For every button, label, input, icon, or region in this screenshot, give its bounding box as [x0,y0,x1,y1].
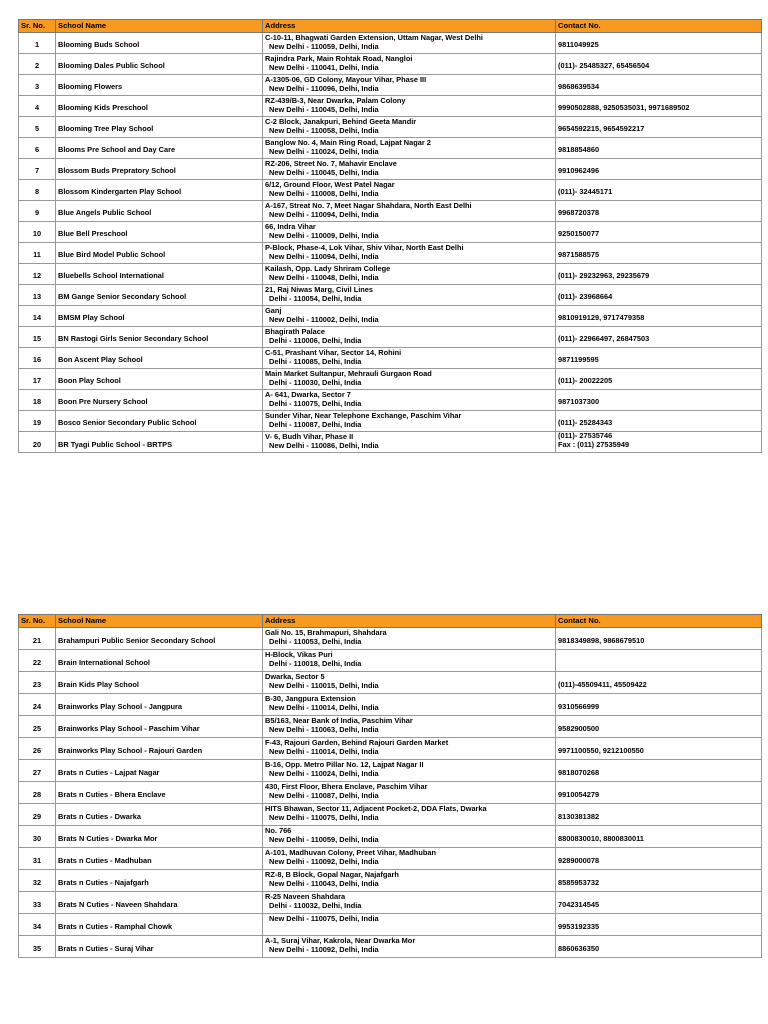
address-cell [263,201,556,222]
address-line-2: New Delhi - 110014, Delhi, India [269,747,379,756]
header-sr-no: Sr. No. [19,615,56,628]
table-body-1 [19,33,762,453]
table-row [19,672,762,694]
sr-no-cell: 24 [19,694,56,716]
address-line-1: Dwarka, Sector 5 [265,673,325,681]
table-row [19,222,762,243]
address-line-2: New Delhi - 110087, Delhi, India [269,791,379,800]
contact-cell [556,870,762,892]
sr-no-cell: 33 [19,892,56,914]
school-name-cell: Brats n Cuties - Suraj Vihar [56,936,263,958]
contact-cell [556,285,762,306]
table-row [19,33,762,54]
address-line-1: Kailash, Opp. Lady Shriram College [265,265,391,273]
table-row [19,914,762,936]
address-cell [263,432,556,453]
address-line-2: New Delhi - 110092, Delhi, India [269,857,379,866]
address-line-2: Delhi - 110085, Delhi, India [269,357,362,366]
contact-number: 9818070268 [558,768,600,778]
sr-no-cell: 9 [19,201,56,222]
contact-fax: Fax : (011) 27535949 [558,439,630,449]
header-contact: Contact No. [556,20,762,33]
address-line-2: New Delhi - 110058, Delhi, India [269,126,379,135]
contact-cell [556,306,762,327]
address-cell [263,936,556,958]
contact-cell [556,33,762,54]
table-row [19,804,762,826]
address-cell [263,117,556,138]
table-row [19,760,762,782]
table-row [19,782,762,804]
sr-no-cell: 15 [19,327,56,348]
address-line-1: V- 6, Budh Vihar, Phase II [265,433,354,441]
address-line-1: P-Block, Phase-4, Lok Vihar, Shiv Vihar, North East Delhi [265,244,464,252]
school-name-cell: Bosco Senior Secondary Public School [56,411,263,432]
sr-no-cell: 32 [19,870,56,892]
table-row [19,327,762,348]
sr-no-cell: 29 [19,804,56,826]
address-line-1: B-30, Jangpura Extension [265,695,356,703]
contact-number: 9818854860 [558,145,600,155]
sr-no-cell: 20 [19,432,56,453]
address-line-2: New Delhi - 110063, Delhi, India [269,725,379,734]
sr-no-cell: 31 [19,848,56,870]
address-line-1: HITS Bhawan, Sector 11, Adjacent Pocket-2, DDA Flats, Dwarka [265,805,487,813]
contact-number: (011)-45509411, 45509422 [558,680,647,690]
school-name-cell: Blossom Buds Prepratory School [56,159,263,180]
address-line-2: New Delhi - 110045, Delhi, India [269,168,379,177]
school-name-cell: BR Tyagi Public School - BRTPS [56,432,263,453]
contact-number: 9990502888, 9250535031, 9971689502 [558,103,690,113]
address-line-1: Main Market Sultanpur, Mehrauli Gurgaon Road [265,370,432,378]
header-contact: Contact No. [556,615,762,628]
contact-cell [556,159,762,180]
contact-number: 9250150077 [558,229,600,239]
school-name-cell: Blue Angels Public School [56,201,263,222]
table-row [19,117,762,138]
address-line-1: H-Block, Vikas Puri [265,651,333,659]
school-name-cell: Brats n Cuties - Najafgarh [56,870,263,892]
address-line-2: New Delhi - 110092, Delhi, India [269,945,379,954]
sr-no-cell: 5 [19,117,56,138]
table-row [19,306,762,327]
address-line-1: C-51, Prashant Vihar, Sector 14, Rohini [265,349,402,357]
contact-number: (011)- 25485327, 65456504 [558,61,650,71]
contact-number: 9910054279 [558,790,600,800]
address-line-2: New Delhi - 110094, Delhi, India [269,252,379,261]
address-line-2: New Delhi - 110002, Delhi, India [269,315,379,324]
address-cell [263,243,556,264]
contact-number: 9582900500 [558,724,600,734]
school-name-cell: Blooms Pre School and Day Care [56,138,263,159]
table-row [19,870,762,892]
contact-number: (011)- 32445171 [558,187,613,197]
sr-no-cell: 11 [19,243,56,264]
table-row [19,650,762,672]
sr-no-cell: 27 [19,760,56,782]
address-line-2: New Delhi - 110059, Delhi, India [269,835,379,844]
school-name-cell: Brats n Cuties - Lajpat Nagar [56,760,263,782]
sr-no-cell: 10 [19,222,56,243]
contact-cell [556,738,762,760]
contact-number: (011)- 29232963, 29235679 [558,271,650,281]
address-line-1: F-43, Rajouri Garden, Behind Rajouri Garden Market [265,739,449,747]
contact-cell [556,826,762,848]
address-line-1: A-1, Suraj Vihar, Kakrola, Near Dwarka Mor [265,937,416,945]
school-name-cell: BN Rastogi Girls Senior Secondary School [56,327,263,348]
contact-cell [556,348,762,369]
address-cell [263,138,556,159]
school-name-cell: Brats n Cuties - Bhera Enclave [56,782,263,804]
table-row [19,716,762,738]
address-line-2: Delhi - 110054, Delhi, India [269,294,362,303]
school-name-cell: Boon Pre Nursery School [56,390,263,411]
header-school-name: School Name [56,20,263,33]
contact-number: 9953192335 [558,922,600,932]
address-cell [263,760,556,782]
table-body-2 [19,628,762,958]
sr-no-cell: 8 [19,180,56,201]
table-header-row [19,615,762,628]
sr-no-cell: 19 [19,411,56,432]
address-line-2: Delhi - 110030, Delhi, India [269,378,362,387]
address-line-2: Delhi - 110075, Delhi, India [269,399,362,408]
school-name-cell: Bluebells School International [56,264,263,285]
school-name-cell: Blue Bird Model Public School [56,243,263,264]
sr-no-cell: 23 [19,672,56,694]
sr-no-cell: 6 [19,138,56,159]
sr-no-cell: 22 [19,650,56,672]
address-cell [263,914,556,936]
table-row [19,694,762,716]
table-row [19,628,762,650]
address-cell [263,782,556,804]
sr-no-cell: 16 [19,348,56,369]
contact-number: (011)- 23968664 [558,292,613,302]
contact-number: 9968720378 [558,208,600,218]
table-row [19,243,762,264]
table-row [19,201,762,222]
sr-no-cell: 1 [19,33,56,54]
address-cell [263,826,556,848]
address-line-1: 430, First Floor, Bhera Enclave, Paschim Vihar [265,783,428,791]
table-row [19,848,762,870]
school-name-cell: Brats N Cuties - Dwarka Mor [56,826,263,848]
address-line-2: New Delhi - 110096, Delhi, India [269,84,379,93]
contact-number: (011)- 25284343 [558,418,613,428]
table-row [19,159,762,180]
school-name-cell: Brats n Cuties - Madhuban [56,848,263,870]
address-line-2: Delhi - 110006, Delhi, India [269,336,362,345]
address-cell [263,33,556,54]
contact-cell [556,390,762,411]
address-cell [263,672,556,694]
contact-cell [556,96,762,117]
table-row [19,285,762,306]
school-name-cell: Brats n Cuties - Ramphal Chowk [56,914,263,936]
address-cell [263,650,556,672]
address-cell [263,870,556,892]
table-row [19,369,762,390]
contact-cell [556,650,762,672]
contact-cell [556,138,762,159]
table-row [19,54,762,75]
address-cell [263,369,556,390]
school-name-cell: Blossom Kindergarten Play School [56,180,263,201]
header-address: Address [263,615,556,628]
contact-cell [556,222,762,243]
address-cell [263,848,556,870]
contact-number: 9871037300 [558,397,600,407]
sr-no-cell: 34 [19,914,56,936]
address-cell [263,411,556,432]
address-line-1: A- 641, Dwarka, Sector 7 [265,391,351,399]
school-name-cell: Brainworks Play School - Jangpura [56,694,263,716]
contact-cell [556,848,762,870]
table-row [19,75,762,96]
contact-number: 8585953732 [558,878,600,888]
table-row [19,826,762,848]
sr-no-cell: 21 [19,628,56,650]
header-address: Address [263,20,556,33]
contact-number: (011)- 22966497, 26847503 [558,334,650,344]
school-name-cell: Blooming Kids Preschool [56,96,263,117]
contact-cell [556,117,762,138]
school-name-cell: BMSM Play School [56,306,263,327]
address-cell [263,327,556,348]
address-line-1: 6/12, Ground Floor, West Patel Nagar [265,181,395,189]
table-row [19,738,762,760]
contact-cell [556,243,762,264]
address-line-1: C-2 Block, Janakpuri, Behind Geeta Mandir [265,118,417,126]
address-cell [263,285,556,306]
address-line-1: A-167, Streat No. 7, Meet Nagar Shahdara, North East Delhi [265,202,472,210]
contact-number: 9289000078 [558,856,600,866]
address-cell [263,180,556,201]
table-row [19,180,762,201]
school-name-cell: Blooming Dales Public School [56,54,263,75]
address-line-2: New Delhi - 110024, Delhi, India [269,769,379,778]
address-line-2: New Delhi - 110014, Delhi, India [269,703,379,712]
address-line-1: Rajindra Park, Main Rohtak Road, Nangloi [265,55,413,63]
contact-number: 8800830010, 8800830011 [558,834,644,844]
sr-no-cell: 28 [19,782,56,804]
address-line-2: New Delhi - 110086, Delhi, India [269,441,379,450]
address-cell [263,694,556,716]
address-line-2: New Delhi - 110015, Delhi, India [269,681,379,690]
contact-number: 8860636350 [558,944,600,954]
school-name-cell: Blue Bell Preschool [56,222,263,243]
contact-cell [556,694,762,716]
sr-no-cell: 4 [19,96,56,117]
address-cell [263,159,556,180]
school-name-cell: Brahampuri Public Senior Secondary School [56,628,263,650]
sr-no-cell: 13 [19,285,56,306]
address-line-1: A-1305-06, GD Colony, Mayour Vihar, Phase III [265,76,427,84]
contact-cell [556,760,762,782]
table-row [19,432,762,453]
address-cell [263,716,556,738]
address-cell [263,75,556,96]
address-cell [263,738,556,760]
sr-no-cell: 3 [19,75,56,96]
contact-cell [556,264,762,285]
sr-no-cell: 2 [19,54,56,75]
sr-no-cell: 17 [19,369,56,390]
header-school-name: School Name [56,615,263,628]
sr-no-cell: 25 [19,716,56,738]
address-line-2: New Delhi - 110024, Delhi, India [269,147,379,156]
address-line-1: No. 766 [265,827,292,835]
address-line-1: C-10-11, Bhagwati Garden Extension, Uttam Nagar, West Delhi [265,34,483,42]
sr-no-cell: 26 [19,738,56,760]
contact-cell [556,54,762,75]
address-line-2: New Delhi - 110043, Delhi, India [269,879,379,888]
contact-cell [556,716,762,738]
contact-number: 9871199595 [558,355,599,365]
table-row [19,264,762,285]
school-name-cell: Brats N Cuties - Naveen Shahdara [56,892,263,914]
school-name-cell: Brainworks Play School - Rajouri Garden [56,738,263,760]
contact-number: (011)- 20022205 [558,376,613,386]
contact-number: 9910962496 [558,166,600,176]
address-line-2: New Delhi - 110041, Delhi, India [269,63,379,72]
table-row [19,892,762,914]
contact-cell [556,327,762,348]
address-line-2: Delhi - 110032, Delhi, India [269,901,362,910]
address-cell [263,306,556,327]
address-line-2: New Delhi - 110075, Delhi, India [269,813,379,822]
table-row [19,348,762,369]
address-line-1: RZ-206, Street No. 7, Mahavir Enclave [265,160,397,168]
address-line-2: New Delhi - 110045, Delhi, India [269,105,379,114]
address-cell [263,54,556,75]
contact-number: 9971100550, 9212100550 [558,746,644,756]
contact-cell [556,75,762,96]
address-line-2: Delhi - 110087, Delhi, India [269,420,362,429]
table-row [19,138,762,159]
contact-number: 9811049925 [558,40,599,50]
address-line-2: New Delhi - 110075, Delhi, India [269,915,379,923]
table-row [19,390,762,411]
address-line-2: New Delhi - 110009, Delhi, India [269,231,379,240]
contact-number: 7042314545 [558,900,600,910]
address-line-2: New Delhi - 110094, Delhi, India [269,210,379,219]
address-line-1: B5/163, Near Bank of India, Paschim Vihar [265,717,413,725]
contact-cell [556,180,762,201]
address-line-1: Bhagirath Palace [265,328,325,336]
contact-cell [556,804,762,826]
address-line-2: New Delhi - 110008, Delhi, India [269,189,379,198]
school-name-cell: Boon Play School [56,369,263,390]
contact-cell [556,201,762,222]
sr-no-cell: 30 [19,826,56,848]
address-line-1: RZ-8, B Block, Gopal Nagar, Najafgarh [265,871,399,879]
address-line-1: Banglow No. 4, Main Ring Road, Lajpat Nagar 2 [265,139,431,147]
table-row [19,936,762,958]
table-row [19,96,762,117]
address-cell [263,390,556,411]
address-line-1: RZ-439/B-3, Near Dwarka, Palam Colony [265,97,406,105]
address-cell [263,804,556,826]
school-name-cell: Brain International School [56,650,263,672]
sr-no-cell: 35 [19,936,56,958]
address-cell [263,222,556,243]
contact-cell [556,411,762,432]
school-name-cell: BM Gange Senior Secondary School [56,285,263,306]
school-table-2 [18,614,762,958]
address-line-2: Delhi - 110053, Delhi, India [269,637,362,646]
contact-cell [556,914,762,936]
header-sr-no: Sr. No. [19,20,56,33]
sr-no-cell: 12 [19,264,56,285]
school-name-cell: Brainworks Play School - Paschim Vihar [56,716,263,738]
address-line-2: Delhi - 110018, Delhi, India [269,659,362,668]
address-line-1: A-101, Madhuvan Colony, Preet Vihar, Madhuban [265,849,436,857]
contact-number: 9868639534 [558,82,600,92]
address-line-1: 21, Raj Niwas Marg, Civil Lines [265,286,374,294]
address-line-1: R-25 Naveen Shahdara [265,893,346,901]
contact-number: 9871588575 [558,250,600,260]
address-line-2: New Delhi - 110048, Delhi, India [269,273,379,282]
address-cell [263,264,556,285]
contact-cell [556,892,762,914]
address-cell [263,348,556,369]
sr-no-cell: 7 [19,159,56,180]
contact-number: 9310566999 [558,702,600,712]
contact-number: 9654592215, 9654592217 [558,124,645,134]
school-name-cell: Brain Kids Play School [56,672,263,694]
address-line-1: 66, Indra Vihar [265,223,316,231]
contact-number: 9810919129, 9717479358 [558,313,645,323]
address-line-1: Gali No. 15, Brahmapuri, Shahdara [265,629,387,637]
contact-cell [556,432,762,453]
contact-cell [556,936,762,958]
contact-number: (011)- 27535746 [558,431,613,440]
contact-number: 8130381382 [558,812,600,822]
school-name-cell: Blooming Tree Play School [56,117,263,138]
sr-no-cell: 14 [19,306,56,327]
school-name-cell: Blooming Flowers [56,75,263,96]
school-name-cell: Brats n Cuties - Dwarka [56,804,263,826]
address-cell [263,96,556,117]
table-row [19,411,762,432]
school-name-cell: Blooming Buds School [56,33,263,54]
school-table-1 [18,19,762,453]
table-header-row [19,20,762,33]
contact-cell [556,782,762,804]
contact-number: 9818349898, 9868679510 [558,636,645,646]
contact-cell [556,672,762,694]
contact-cell [556,369,762,390]
address-line-1: B-16, Opp. Metro Pillar No. 12, Lajpat Nagar II [265,761,424,769]
address-cell [263,892,556,914]
address-line-2: New Delhi - 110059, Delhi, India [269,42,379,51]
school-name-cell: Bon Ascent Play School [56,348,263,369]
contact-cell [556,628,762,650]
address-cell [263,628,556,650]
address-line-1: Sunder Vihar, Near Telephone Exchange, Paschim Vihar [265,412,462,420]
address-line-1: Ganj [265,307,282,315]
sr-no-cell: 18 [19,390,56,411]
